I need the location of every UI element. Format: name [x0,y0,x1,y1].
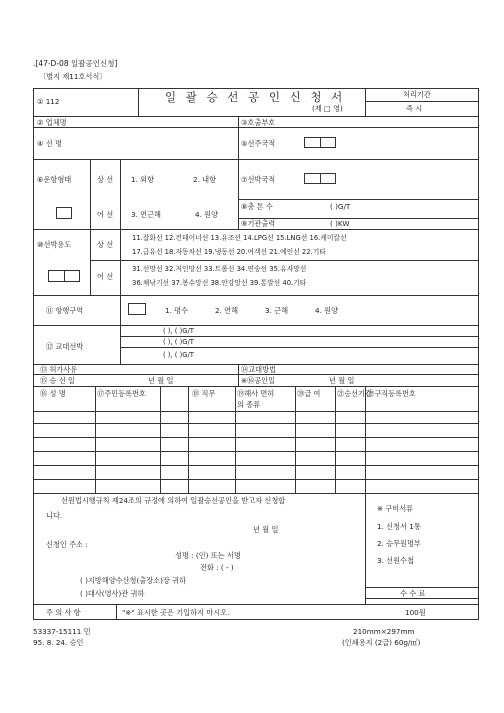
operation-type-box[interactable] [56,207,72,219]
required-docs-title: ※ 구비서류 [377,504,414,513]
col-job-id-header: ㉒구직등록번호 [367,389,416,398]
fishing-types-row-2: 36.채낚기선 37.봉수망선 38.안강망선 39.통발선 40.기타 [132,279,307,287]
gross-tonnage-label: ⑧총 톤 수 [241,202,273,211]
engine-output-value[interactable]: ( )KW [330,219,350,228]
application-text-2: 니다. [46,511,63,520]
operation-option-4[interactable]: 4. 원양 [195,210,219,219]
col-duty-header: ⑱ 직무 [192,389,216,398]
application-date[interactable]: 년 월 일 [253,525,279,534]
notes-label: 주 의 사 항 [46,608,81,617]
required-doc-1: 1. 신청서 1통 [377,522,421,531]
replacement-method-label: ⑭교대방법 [241,365,276,374]
ship-nationality-label: ⑦선박국적 [241,175,276,184]
merchant-types-row-1: 11.잡화선 12.컨테이너선 13.유조선 14.LPG선 15.LNG선 16.케미칼선 [132,234,347,242]
footer-code: 53337-15111 민 [33,627,91,636]
processing-period-label: 처리기간 [403,90,431,99]
form-code: .[47-D-08 일괄공인신청] [33,59,118,68]
usage-fishing-label: 어 선 [97,272,114,281]
approval-date-label: ※⑯공인일 [241,376,276,385]
ship-usage-label: ⑩선박용도 [37,240,72,249]
fishing-ship-label: 어 선 [97,210,114,219]
applicant-phone-line[interactable]: 전화 : ( - ) [200,563,234,572]
col-pay-header: ⑳급 여 [297,389,321,398]
col-license-header-2: 의 종류 [237,400,261,409]
application-text-1: 선원법시행규칙 제24조의 규정에 의하여 일괄승선공인을 받고자 신청합 [61,496,286,505]
ship-name-label: ④ 선 명 [37,139,62,148]
col-registration-header: ⑰주민등록번호 [97,389,146,398]
merchant-types-row-2: 17.급유선 18.자동차선 19.냉동선 20.여객선 21.예인선 22.기타 [132,248,326,256]
replacement-ship-label: ⑫ 교대선박 [46,342,84,351]
engine-output-label: ⑨기관출력 [241,219,276,228]
processing-period-value: 즉 시 [406,104,423,113]
operation-option-2[interactable]: 2. 내항 [193,175,217,184]
footer-approval: 95. 8. 24. 승인 [33,638,84,647]
form-subtitle: (제 □ 영) [312,104,343,113]
fishing-types-row-1: 31.선망선 32.저인망선 33.트롤선 34.연승선 35.유자망선 [132,265,307,273]
col-period-header: ㉑승선기간 [337,389,372,398]
boarding-date-label: ⑮ 승 선 일 [40,376,75,385]
operation-option-1[interactable]: 1. 외항 [131,175,155,184]
usage-merchant-label: 상 선 [97,240,114,249]
area-option-2[interactable]: 2. 연해 [215,306,239,315]
owner-nationality-label: ⑤선주국적 [241,139,276,148]
form-number-field: ① 112 [37,97,60,106]
recipient-office: ( )지방해양수산청(출장소)장 귀하 [80,576,187,585]
area-option-4[interactable]: 4. 원양 [315,306,339,315]
navigation-area-label: ⑪ 항행구역 [46,306,84,315]
permit-reason-label: ⑬ 허가사유 [40,365,78,374]
form-title: 일 괄 승 선 공 인 신 청 서 [165,90,346,104]
footer-paper-type: (인쇄용지 (2급) 60g/㎡) [342,638,421,647]
applicant-address-label[interactable]: 신청인 주소 : [46,540,88,549]
notes-text: "※" 표시한 곳은 기입하지 마시오. [122,608,230,617]
call-sign-label: ③호출부호 [241,118,276,127]
navigation-area-box[interactable] [128,303,146,315]
required-doc-3: 3. 선원수첩 [377,556,414,565]
company-name-label: ② 업체명 [37,118,67,127]
fee-label: 수 수 료 [400,589,426,598]
area-option-1[interactable]: 1. 평수 [165,306,189,315]
approval-date-value: 년 월 일 [329,376,355,385]
merchant-ship-label: 상 선 [97,175,114,184]
col-license-header: ⑲해사 면허 [237,389,275,398]
form-number: 〔별지 제11호서식〕 [39,72,107,81]
fee-value: 100원 [405,608,426,617]
applicant-name-line[interactable]: 성명 : (인) 또는 서명 [175,551,241,560]
footer-paper-size: 210mm×297mm [353,627,415,636]
required-doc-2: 2. 승무원명부 [377,539,421,548]
operation-option-3[interactable]: 3. 연근해 [131,210,161,219]
replacement-row-1[interactable]: ( ), ( )G/T [163,327,194,335]
replacement-row-2[interactable]: ( ), ( )G/T [163,338,194,346]
col-name-header: ⑯ 성 명 [40,389,66,398]
area-option-3[interactable]: 3. 근해 [265,306,289,315]
recipient-embassy: ( )대사(영사)관 귀하 [80,589,145,598]
boarding-date-value[interactable]: 년 월 일 [148,376,174,385]
operation-type-label: ⑥운항형태 [37,175,72,184]
gross-tonnage-value[interactable]: ( )G/T [330,202,351,211]
replacement-row-3[interactable]: ( ), ( )G/T [163,351,194,359]
